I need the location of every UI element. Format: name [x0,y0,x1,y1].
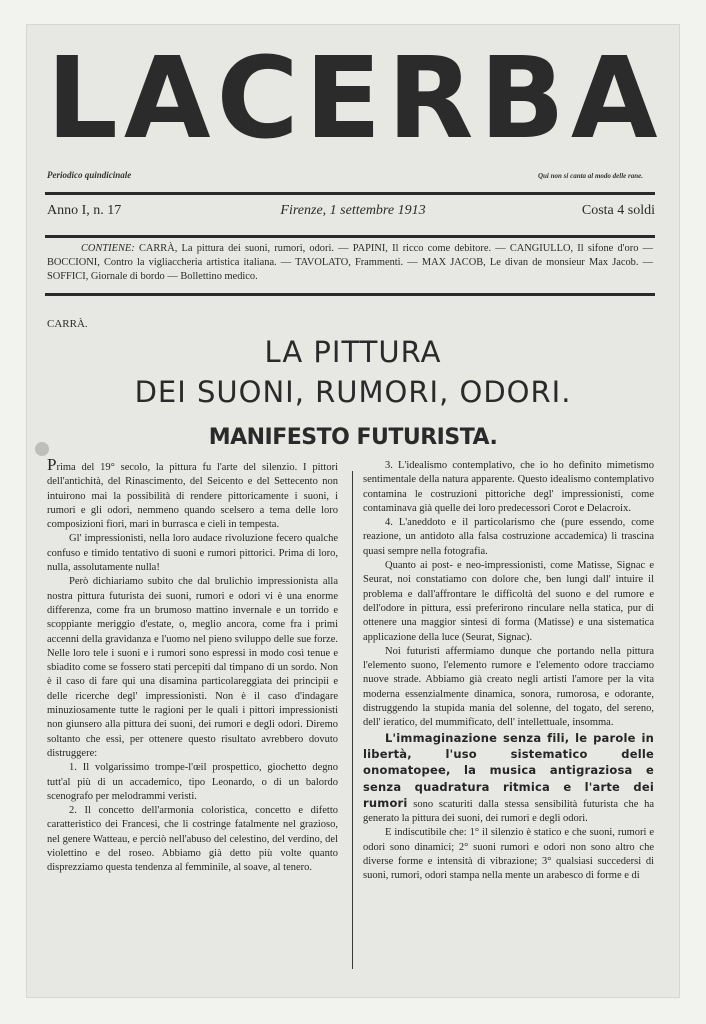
article-title-line1: LA PITTURA [264,335,442,369]
paragraph: 4. L'aneddoto e il particolarismo che (pure essendo, come reazione, un antidoto alla falsa costruzione accademica) li trascina quasi sempre nella fotografia. [363,517,654,557]
column-divider [352,471,353,969]
text-column-left [47,455,338,876]
paragraph-text: rima del 19° secolo, la pittura fu l'arte del silenzio. I pittori dell'antichità, del Rinascimento, del Seicento e del Settecento non intuirono mai la possibilità di rendere pittoricamente i suoni, i rumori e gli odori, nemmeno quando scelsero a tema delle loro composizioni fiori, mari in burrasca e cieli in tempesta. [47,462,338,531]
rule-divider [45,192,655,195]
bold-statement: L'immaginazione senza fili, le parole in libertà, l'uso sistematico delle onomatopee, la musica antigraziosa e senza quadratura ritmica e l'arte dei rumori [363,730,654,810]
paragraph: Noi futuristi affermiamo dunque che portando nella pittura l'elemento suono, l'elemento rumore e l'elemento odore tracciamo nuove strade. Abbiamo già creato negli artisti l'amore per la vita moderna essenzialmente dinamica, sonora, rumorosa, e odorante, distruggendo la stupida mania del solenne, del togato, del sereno, dell' ieratico, del mummificato, dell' intellettuale, insomma. [363,645,654,729]
contents-text: CARRÀ, La pittura dei suoni, rumori, odori. — PAPINI, Il ricco come debitore. — CANGIULLO, Il sifone d'oro — BOCCIONI, Contro la vigliaccheria artistica italiana. — TAVOLATO, Frammenti. — MAX JACOB, Le divan de monsieur Max Jacob. — SOFFICI, Giornale di bordo — Bollettino medico. [47,243,653,282]
article-subtitle: MANIFESTO FUTURISTA. [208,425,498,450]
text-column-right [363,459,654,884]
paragraph [47,455,338,532]
price-label: Costa 4 soldi [581,203,655,218]
contents-box [47,242,653,284]
paragraph: 2. Il concetto dell'armonia coloristica, concetto e difetto caratteristico dei Francesi, che li costringe fatalmente nel grazioso, nel genere Watteau, e perciò nell'abuso del celestino, del verdino, del violettino e del roseo. Abbiamo già detto più volte quanto disprezziamo questa tendenza al femminile, al soave, al tenero. [47,805,338,874]
motto-label: Qui non si canta al modo delle rane. [537,172,643,180]
paragraph: Però dichiariamo subito che dal brulichio impressionista alla nostra pittura futurista dei suoni, rumori e odori vi è una enorme differenza, come fra un brumoso mattino invernale e un torrido e scoppiante meriggio d'estate, o, meglio ancora, come fra i primi accenni della gravidanza e l'uomo nel pieno sviluppo delle sue forze. Nelle loro tele i suoni e i rumori sono espressi in modo così tenue e sbiadito come se fossero stati percepiti dal timpano di un sordo. Non è il caso di fare qui una disamina particolareggiata dei principii e delle ricerche degl' impressionisti. Non è il caso d'indagare minuziosamente tutte le ragioni per le quali i pittori impressionisti non giunsero alla pittura dei suoni, dei rumori e degli odori. Diremo soltanto che essi, per ottenere questo risultato avrebbero dovuto distruggere: [47,576,338,759]
newspaper-page [27,25,679,997]
article-title-line2: DEI SUONI, RUMORI, ODORI. [134,375,572,409]
rule-divider [45,293,655,296]
rule-divider [45,235,655,238]
contents-label: CONTIENE: [81,243,135,254]
issue-number: Anno I, n. 17 [47,203,122,218]
article-author: CARRÀ. [47,318,88,330]
dateline: Firenze, 1 settembre 1913 [280,203,426,218]
paragraph-text: sono scaturiti dalla stessa sensibilità futurista che ha generato la pittura dei suoni, dei rumori e degli odori. [363,798,654,825]
paragraph: 1. Il volgarissimo trompe-l'œil prospettico, giochetto degno tutt'al più di un accademico, tipo Leonardo, o di un balordo scenografo per melodrammi veristi. [47,762,338,802]
paragraph: Quanto ai post- e neo-impressionisti, come Matisse, Signac e Seurat, noi constatiamo con dolore che, ben lungi dall' intuire il problema e dall'affrontare le difficoltà del suono e del rumore e dell'odore in pittura, essi preferirono rinculare nella statica, pur di ottenere una maggior sintesi di forma (Matisse) e una sistematica applicazione della luce (Seurat, Signac). [363,560,654,643]
paragraph: 3. L'idealismo contemplativo, che io ho definito mimetismo sentimentale della natura apparente. Questo idealismo contemplativo contamina le costruzioni pittoriche degl' impressionisti, come contaminava già quelle dei loro predecessori Corot e Delacroix. [363,460,654,514]
drop-cap: P [47,455,57,474]
paragraph: E indiscutibile che: 1° il silenzio è statico e che suoni, rumori e odori sono dinamici; 2° suoni rumori e odori non sono altro che diverse forme e intensità di vibrazione; 3° qualsiasi succedersi di suoni, rumori, odori stampa nella mente un arabesco di forme e di [363,827,654,882]
masthead-title: LACERBA [46,34,664,164]
paragraph [363,731,654,827]
periodicity-label: Periodico quindicinale [47,170,132,180]
paragraph: Gl' impressionisti, nella loro audace rivoluzione fecero qualche confuso e timido tentativo di suoni e rumori pittorici. Prima di loro, nulla, assolutamente nulla! [47,533,338,574]
